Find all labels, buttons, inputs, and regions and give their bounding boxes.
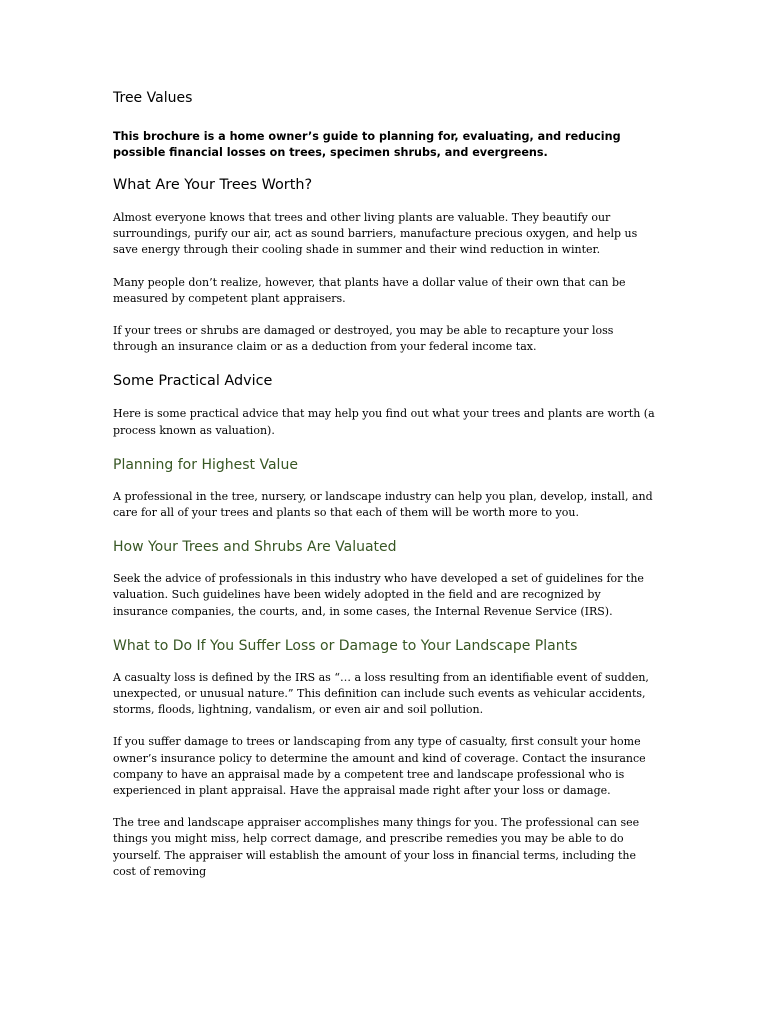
heading-trees-worth: What Are Your Trees Worth? [113, 177, 313, 193]
subheading-planning: Planning for Highest Value [113, 456, 298, 473]
document-page [113, 88, 656, 896]
intro-paragraph: This brochure is a home owner’s guide to planning for, evaluating, and reducing possible financial losses on trees, specimen shrubs, and evergreens. [113, 130, 621, 159]
document-title: Tree Values [113, 90, 193, 106]
paragraph: Many people don’t realize, however, that plants have a dollar value of their own that can be measured by competent plant appraisers. [113, 275, 626, 305]
paragraph: A casualty loss is defined by the IRS as “… a loss resulting from an identifiable event of sudden, unexpected, or unusual nature.” This definition can include such events as vehicular accidents, storms, floods, lightning, vandalism, or even air and soil pollution. [113, 670, 649, 717]
subheading-valuated: How Your Trees and Shrubs Are Valuated [113, 539, 397, 556]
paragraph: A professional in the tree, nursery, or landscape industry can help you plan, develop, install, and care for all of your trees and plants so that each of them will be worth more to you. [113, 489, 653, 520]
subheading-loss-damage: What to Do If You Suffer Loss or Damage to Your Landscape Plants [113, 637, 578, 654]
paragraph: Seek the advice of professionals in this industry who have developed a set of guidelines for the valuation. Such guidelines have been widely adopted in the field and are recognized by insurance companies, the courts, and, in some cases, the Internal Revenue Service (IRS). [113, 572, 644, 618]
paragraph: If your trees or shrubs are damaged or destroyed, you may be able to recapture your loss through an insurance claim or as a deduction from your federal income tax. [113, 324, 614, 354]
heading-practical-advice: Some Practical Advice [113, 373, 273, 390]
paragraph: Here is some practical advice that may help you find out what your trees and plants are worth (a process known as valuation). [113, 407, 655, 437]
paragraph: Almost everyone knows that trees and other living plants are valuable. They beautify our surroundings, purify our air, act as sound barriers, manufacture precious oxygen, and help us save energy through their cooling shade in summer and their wind reduction in winter. [113, 211, 638, 257]
paragraph: If you suffer damage to trees or landscaping from any type of casualty, first consult your home owner’s insurance policy to determine the amount and kind of coverage. Contact the insurance company to have an appraisal made by a competent tree and landscape professional who is experienced in plant appraisal. Have the appraisal made right after your loss or damage. [113, 735, 646, 798]
paragraph: The tree and landscape appraiser accomplishes many things for you. The professional can see things you might miss, help correct damage, and prescribe remedies you may be able to do yourself. The appraiser will establish the amount of your loss in financial terms, including the cost of removing [113, 816, 640, 878]
